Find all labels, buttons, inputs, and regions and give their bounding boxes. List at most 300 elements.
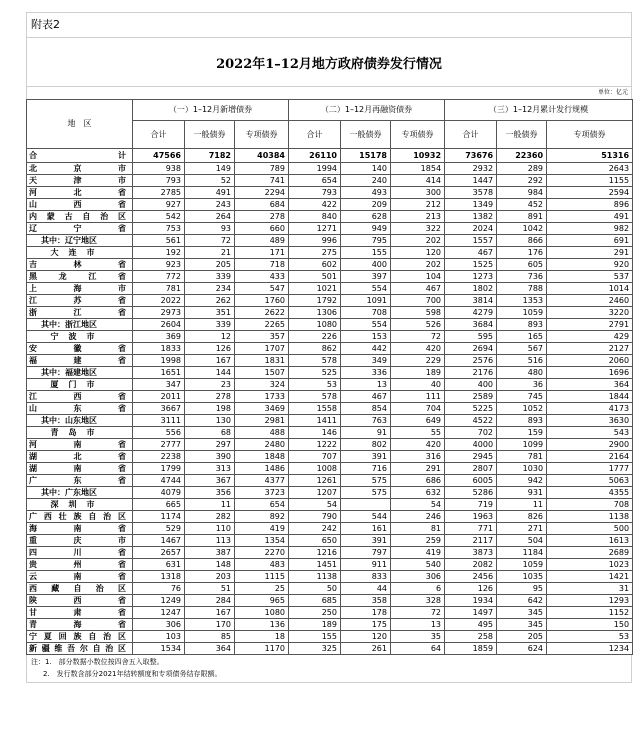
value-cell: 149 [185,163,235,175]
value-cell: 920 [547,259,633,271]
table-row [27,535,633,547]
value-cell: 501 [289,271,341,283]
value-cell: 72 [391,607,445,619]
region-name: 上海市 [27,283,133,295]
value-cell: 797 [341,547,391,559]
value-cell: 556 [133,427,185,439]
value-cell: 2694 [445,343,497,355]
value-cell: 911 [341,559,391,571]
value-cell: 103 [133,631,185,643]
value-cell: 1059 [497,307,547,319]
value-cell: 1222 [289,439,341,451]
value-cell: 745 [497,391,547,403]
value-cell: 642 [497,595,547,607]
value-cell: 567 [497,343,547,355]
value-cell: 719 [445,499,497,511]
value-cell: 422 [289,199,341,211]
table-row [27,223,633,235]
value-cell: 159 [497,427,547,439]
value-cell: 595 [445,331,497,343]
region-name: 山西省 [27,199,133,211]
value-cell: 931 [497,487,547,499]
value-cell: 297 [185,439,235,451]
value-cell: 1451 [289,559,341,571]
value-cell: 1534 [133,643,185,655]
value-cell: 234 [185,283,235,295]
value-cell: 3667 [133,403,185,415]
value-cell: 2807 [445,463,497,475]
value-cell: 544 [341,511,391,523]
value-cell: 649 [391,415,445,427]
table-row [27,643,633,655]
value-cell: 351 [185,307,235,319]
value-cell: 11 [497,499,547,511]
region-name: 江苏省 [27,295,133,307]
total-cell: 22360 [497,149,547,163]
value-cell: 155 [289,631,341,643]
value-cell: 923 [133,259,185,271]
region-name: 山东省 [27,403,133,415]
table-row [27,475,633,487]
value-cell: 4355 [547,487,633,499]
value-cell: 793 [133,175,185,187]
value-cell: 178 [341,607,391,619]
value-cell: 192 [133,247,185,259]
table-row [27,571,633,583]
value-cell: 1035 [497,571,547,583]
value-cell: 369 [133,331,185,343]
table-row [27,283,633,295]
value-cell: 795 [341,235,391,247]
value-cell: 420 [391,343,445,355]
value-cell: 113 [185,535,235,547]
value-cell: 161 [341,523,391,535]
table-row [27,427,633,439]
value-cell: 189 [289,619,341,631]
table-row [27,199,633,211]
region-name: 其中：浙江地区 [27,319,133,331]
value-cell: 452 [497,199,547,211]
region-name: 新疆维吾尔自治区 [27,643,133,655]
value-cell: 55 [391,427,445,439]
value-cell: 1080 [235,607,289,619]
value-cell: 155 [341,247,391,259]
table-row [27,355,633,367]
table-row [27,415,633,427]
total-label: 合 计 [27,149,133,163]
region-name: 广西壮族自治区 [27,511,133,523]
value-cell: 81 [391,523,445,535]
value-cell: 493 [341,187,391,199]
value-cell: 4173 [547,403,633,415]
value-cell: 93 [185,223,235,235]
value-cell: 1349 [445,199,497,211]
value-cell: 1138 [289,571,341,583]
value-cell: 2973 [133,307,185,319]
table-row [27,439,633,451]
value-cell: 85 [185,631,235,643]
value-cell: 3814 [445,295,497,307]
table-row [27,487,633,499]
region-name: 吉林省 [27,259,133,271]
value-cell: 802 [341,439,391,451]
value-cell: 306 [391,571,445,583]
region-name: 江西省 [27,391,133,403]
value-cell: 793 [289,187,341,199]
value-cell: 1447 [445,175,497,187]
value-cell: 2791 [547,319,633,331]
region-name: 河北省 [27,187,133,199]
value-cell: 2777 [133,439,185,451]
value-cell: 12 [185,331,235,343]
new-bonds-header: （一）1–12月新增债券 [133,100,289,121]
value-cell: 526 [391,319,445,331]
value-cell: 258 [445,631,497,643]
value-cell: 13 [341,379,391,391]
value-cell: 400 [341,259,391,271]
value-cell: 146 [289,427,341,439]
value-cell: 1707 [235,343,289,355]
table-row [27,211,633,223]
value-cell: 18 [235,631,289,643]
value-cell: 578 [289,391,341,403]
value-cell: 175 [341,619,391,631]
value-cell: 575 [341,475,391,487]
value-cell: 419 [235,523,289,535]
value-cell: 76 [133,583,185,595]
value-cell: 891 [497,211,547,223]
value-cell: 226 [289,331,341,343]
value-cell: 1844 [547,391,633,403]
value-cell: 982 [547,223,633,235]
value-cell: 349 [341,355,391,367]
region-name: 深圳市 [27,499,133,511]
value-cell: 965 [235,595,289,607]
value-cell: 2900 [547,439,633,451]
value-cell: 1411 [289,415,341,427]
region-name: 河南省 [27,439,133,451]
value-cell: 1080 [289,319,341,331]
value-cell: 240 [341,175,391,187]
value-cell: 1184 [497,547,547,559]
value-cell: 554 [341,319,391,331]
value-cell: 176 [497,247,547,259]
value-cell: 700 [391,295,445,307]
value-cell: 753 [133,223,185,235]
region-name: 湖南省 [27,463,133,475]
value-cell: 1271 [289,223,341,235]
value-cell: 2270 [235,547,289,559]
region-name: 宁夏回族自治区 [27,631,133,643]
value-cell: 243 [185,199,235,211]
value-cell: 3723 [235,487,289,499]
total-cell: 47566 [133,149,185,163]
value-cell: 896 [547,199,633,211]
bond-issuance-table [26,99,633,655]
region-name: 天津市 [27,175,133,187]
value-cell: 1802 [445,283,497,295]
value-cell: 328 [391,595,445,607]
table-row [27,247,633,259]
value-cell: 660 [235,223,289,235]
value-cell: 741 [235,175,289,187]
table-row [27,307,633,319]
value-cell: 2657 [133,547,185,559]
value-cell: 11 [185,499,235,511]
value-cell: 259 [391,535,445,547]
value-cell: 1014 [547,283,633,295]
value-cell: 3469 [235,403,289,415]
value-cell: 2576 [445,355,497,367]
value-cell: 504 [497,535,547,547]
value-cell: 390 [185,451,235,463]
value-cell: 2594 [547,187,633,199]
footnote: 注：1. 部分数据小数位按四舍五入取整。 [31,658,164,666]
value-cell: 345 [497,619,547,631]
region-name: 贵州省 [27,559,133,571]
region-name: 其中：辽宁地区 [27,235,133,247]
subheader: 合计 [289,121,341,149]
value-cell: 665 [133,499,185,511]
value-cell: 2456 [445,571,497,583]
region-name: 内蒙古自治区 [27,211,133,223]
value-cell: 650 [289,535,341,547]
value-cell: 120 [341,631,391,643]
value-cell: 624 [497,643,547,655]
table-row [27,451,633,463]
value-cell: 68 [185,427,235,439]
value-cell: 205 [497,631,547,643]
value-cell: 213 [391,211,445,223]
value-cell: 347 [133,379,185,391]
total-cell: 73676 [445,149,497,163]
value-cell: 1249 [133,595,185,607]
total-cell: 51316 [547,149,633,163]
value-cell: 547 [235,283,289,295]
value-cell: 400 [445,379,497,391]
value-cell: 2689 [547,547,633,559]
value-cell: 1467 [133,535,185,547]
value-cell: 862 [289,343,341,355]
table-row [27,379,633,391]
value-cell: 64 [391,643,445,655]
subheader: 合计 [445,121,497,149]
value-cell: 261 [341,643,391,655]
value-cell: 3220 [547,307,633,319]
table-row [27,523,633,535]
value-cell: 167 [185,355,235,367]
value-cell: 702 [445,427,497,439]
value-cell: 242 [289,523,341,535]
region-name: 北京市 [27,163,133,175]
subheader: 专项债券 [235,121,289,149]
region-name: 其中：福建地区 [27,367,133,379]
value-cell: 525 [289,367,341,379]
value-cell: 23 [185,379,235,391]
value-cell: 1138 [547,511,633,523]
table-row [27,403,633,415]
value-cell: 271 [497,523,547,535]
table-row [27,595,633,607]
value-cell: 110 [185,523,235,535]
value-cell: 306 [133,619,185,631]
table-row [27,175,633,187]
value-cell: 316 [391,451,445,463]
value-cell: 54 [289,499,341,511]
region-name: 黑龙江省 [27,271,133,283]
value-cell: 927 [133,199,185,211]
value-cell: 826 [497,511,547,523]
subheader: 一般债券 [497,121,547,149]
value-cell: 3578 [445,187,497,199]
value-cell: 763 [341,415,391,427]
region-name: 湖北省 [27,451,133,463]
value-cell: 984 [497,187,547,199]
value-cell: 2622 [235,307,289,319]
value-cell: 893 [497,415,547,427]
region-name: 其中：山东地区 [27,415,133,427]
value-cell: 1354 [235,535,289,547]
table-row [27,271,633,283]
table-row [27,367,633,379]
value-cell: 996 [289,235,341,247]
table-row [27,511,633,523]
value-cell: 554 [341,283,391,295]
value-cell: 2082 [445,559,497,571]
value-cell: 1792 [289,295,341,307]
value-cell: 420 [391,439,445,451]
value-cell: 2127 [547,343,633,355]
value-cell: 313 [185,463,235,475]
table-row [27,319,633,331]
value-cell: 1261 [289,475,341,487]
total-cell: 26110 [289,149,341,163]
value-cell: 205 [185,259,235,271]
value-cell: 140 [341,163,391,175]
value-cell: 324 [235,379,289,391]
value-cell: 781 [497,451,547,463]
value-cell: 397 [341,271,391,283]
value-cell: 631 [133,559,185,571]
value-cell: 282 [185,511,235,523]
value-cell: 2589 [445,391,497,403]
value-cell: 467 [391,283,445,295]
value-cell: 429 [547,331,633,343]
value-cell: 529 [133,523,185,535]
value-cell: 1525 [445,259,497,271]
value-cell: 336 [341,367,391,379]
value-cell: 291 [391,463,445,475]
value-cell: 1486 [235,463,289,475]
value-cell: 483 [235,559,289,571]
value-cell: 1273 [445,271,497,283]
value-cell: 284 [185,595,235,607]
value-cell: 104 [391,271,445,283]
value-cell: 1174 [133,511,185,523]
value-cell [341,499,391,511]
table-body [27,149,633,655]
value-cell: 246 [391,511,445,523]
value-cell: 2643 [547,163,633,175]
value-cell: 300 [391,187,445,199]
value-cell: 1760 [235,295,289,307]
value-cell: 72 [185,235,235,247]
value-cell: 44 [341,583,391,595]
value-cell: 1170 [235,643,289,655]
value-cell: 1115 [235,571,289,583]
table-row [27,547,633,559]
footnotes [26,655,632,683]
value-cell: 1777 [547,463,633,475]
value-cell: 292 [497,175,547,187]
value-cell: 2060 [547,355,633,367]
value-cell: 95 [497,583,547,595]
value-cell: 632 [391,487,445,499]
value-cell: 1293 [547,595,633,607]
value-cell: 262 [185,295,235,307]
value-cell: 2011 [133,391,185,403]
table-row [27,391,633,403]
value-cell: 1042 [497,223,547,235]
value-cell: 2294 [235,187,289,199]
value-cell: 598 [391,307,445,319]
value-cell: 771 [445,523,497,535]
value-cell: 1831 [235,355,289,367]
value-cell: 2024 [445,223,497,235]
subheader: 合计 [133,121,185,149]
value-cell: 72 [391,331,445,343]
table-row [27,607,633,619]
value-cell: 212 [391,199,445,211]
subheader: 一般债券 [341,121,391,149]
value-cell: 3873 [445,547,497,559]
table-row [27,559,633,571]
value-cell: 4079 [133,487,185,499]
value-cell: 781 [133,283,185,295]
value-cell: 289 [497,163,547,175]
value-cell: 684 [235,199,289,211]
value-cell: 167 [185,607,235,619]
region-name: 宁波市 [27,331,133,343]
value-cell: 21 [185,247,235,259]
refinancing-bonds-header: （二）1–12月再融资债券 [289,100,445,121]
value-cell: 356 [185,487,235,499]
value-cell: 654 [235,499,289,511]
value-cell: 840 [289,211,341,223]
value-cell: 2117 [445,535,497,547]
table-row [27,163,633,175]
value-cell: 13 [391,619,445,631]
unit-note: 单位：亿元 [26,86,632,99]
value-cell: 51 [185,583,235,595]
value-cell: 391 [341,535,391,547]
title-box [26,37,632,86]
region-name: 大连市 [27,247,133,259]
value-cell: 788 [497,283,547,295]
value-cell: 203 [185,571,235,583]
value-cell: 291 [547,247,633,259]
value-cell: 938 [133,163,185,175]
value-cell: 53 [547,631,633,643]
subheader: 一般债券 [185,121,235,149]
value-cell: 364 [547,379,633,391]
total-cell: 7182 [185,149,235,163]
value-cell: 36 [497,379,547,391]
value-cell: 467 [445,247,497,259]
value-cell: 3111 [133,415,185,427]
value-cell: 491 [547,211,633,223]
region-name: 甘肃省 [27,607,133,619]
